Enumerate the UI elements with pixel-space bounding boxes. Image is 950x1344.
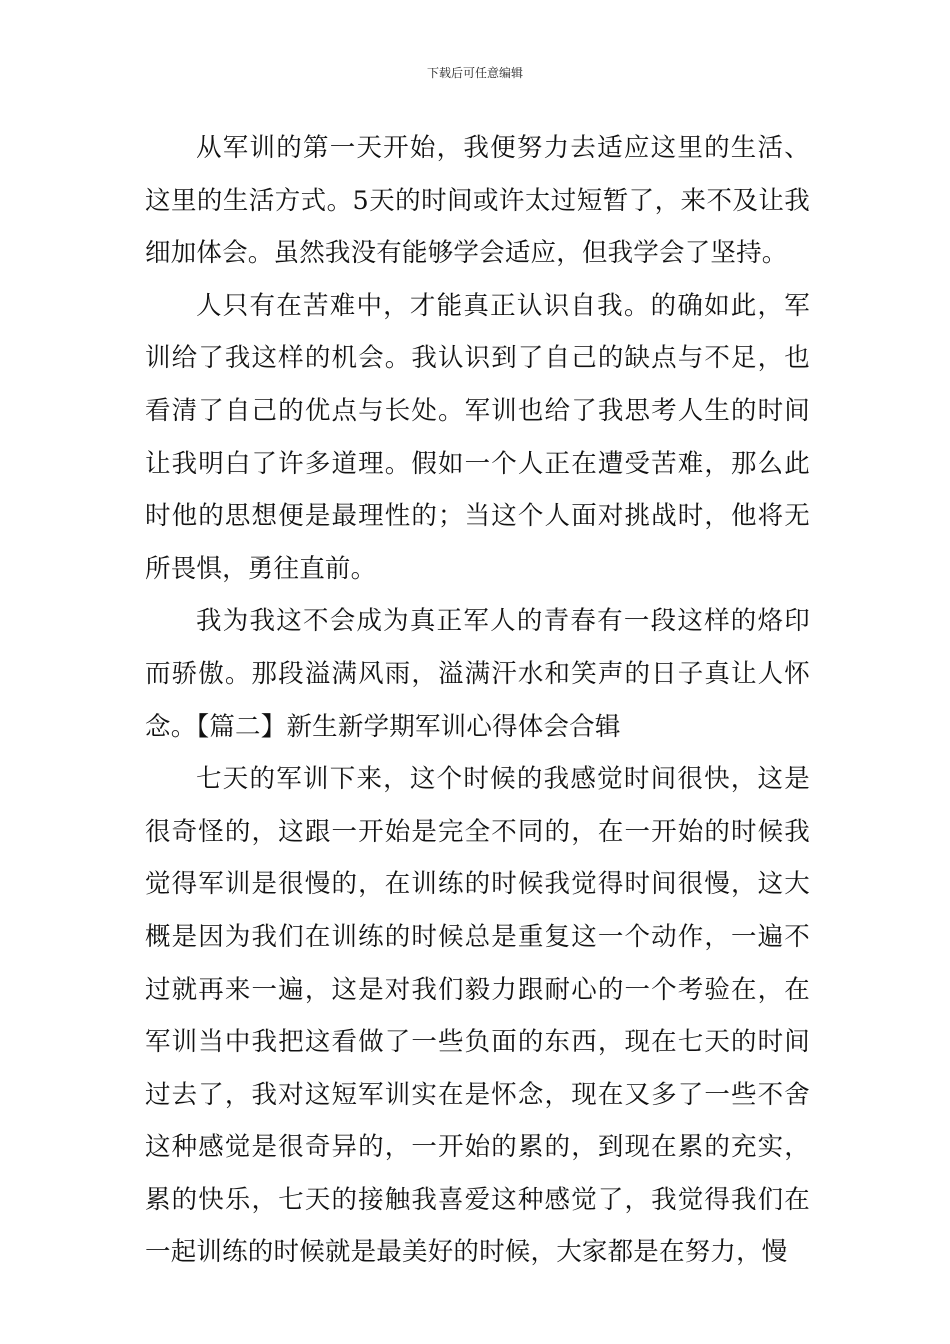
paragraph-3: 我为我这不会成为真正军人的青春有一段这样的烙印而骄傲。那段溢满风雨，溢满汗水和笑声的日子真让人怀念。【篇二】新生新学期军训心得体会合辑 <box>145 606 810 742</box>
document-body <box>145 122 810 1279</box>
paragraph-2: 人只有在苦难中，才能真正认识自我。的确如此，军训给了我这样的机会。我认识到了自己的缺点与不足，也看清了自己的优点与长处。军训也给了我思考人生的时间让我明白了许多道理。假如一个人正在遭受苦难，那么此时他的思想便是最理性的；当这个人面对挑战时，他将无所畏惧，勇往直前。 <box>145 290 810 584</box>
header-note: 下载后可任意编辑 <box>426 66 523 80</box>
paragraph-4: 七天的军训下来，这个时候的我感觉时间很快，这是很奇怪的，这跟一开始是完全不同的，在一开始的时候我觉得军训是很慢的，在训练的时候我觉得时间很慢，这大概是因为我们在训练的时候总是重复这一个动作，一遍不过就再来一遍，这是对我们毅力跟耐心的一个考验在，在军训当中我把这看做了一些负面的东西，现在七天的时间过去了，我对这短军训实在是怀念，现在又多了一些不舍这种感觉是很奇异的，一开始的累的，到现在累的充实，累的快乐，七天的接触我喜爱这种感觉了，我觉得我们在一起训练的时候就是最美好的时候，大家都是在努力，慢 <box>145 764 810 1268</box>
paragraph-1: 从军训的第一天开始，我便努力去适应这里的生活、这里的生活方式。5天的时间或许太过短暂了，来不及让我细加体会。虽然我没有能够学会适应，但我学会了坚持。 <box>145 133 810 269</box>
